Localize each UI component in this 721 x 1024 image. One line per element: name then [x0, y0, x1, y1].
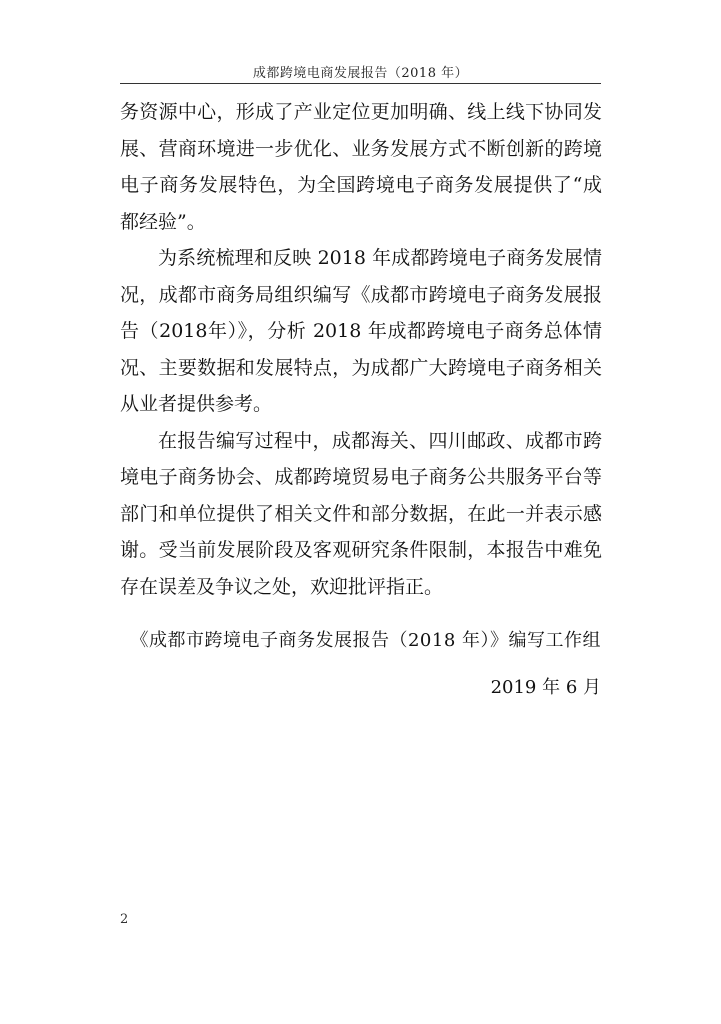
signature-date: 2019 年 6 月 [490, 677, 601, 698]
body-text [120, 94, 602, 605]
signature-group: 《成都市跨境电子商务发展报告（2018 年）》编写工作组 [130, 630, 601, 651]
paragraph-continuation: 务资源中心，形成了产业定位更加明确、线上线下协同发展、营商环境进一步优化、业务发展方式不断创新的跨境电子商务发展特色，为全国跨境电子商务发展提供了“成都经验”。 [120, 101, 602, 233]
running-header: 成都跨境电商发展报告（2018 年） [252, 66, 469, 81]
page-number: 2 [120, 912, 129, 927]
paragraph-purpose: 为系统梳理和反映 2018 年成都跨境电子商务发展情况，成都市商务局组织编写《成都市跨境电子商务发展报告（2018年）》，分析 2018 年成都跨境电子商务总体情况、主要数据和发展特点，为成都广大跨境电子商务相关从业者提供参考。 [120, 247, 602, 415]
header-rule [120, 83, 601, 84]
paragraph-acknowledgement: 在报告编写过程中，成都海关、四川邮政、成都市跨境电子商务协会、成都跨境贸易电子商务公共服务平台等部门和单位提供了相关文件和部分数据，在此一并表示感谢。受当前发展阶段及客观研究条件限制，本报告中难免存在误差及争议之处，欢迎批评指正。 [120, 429, 602, 598]
